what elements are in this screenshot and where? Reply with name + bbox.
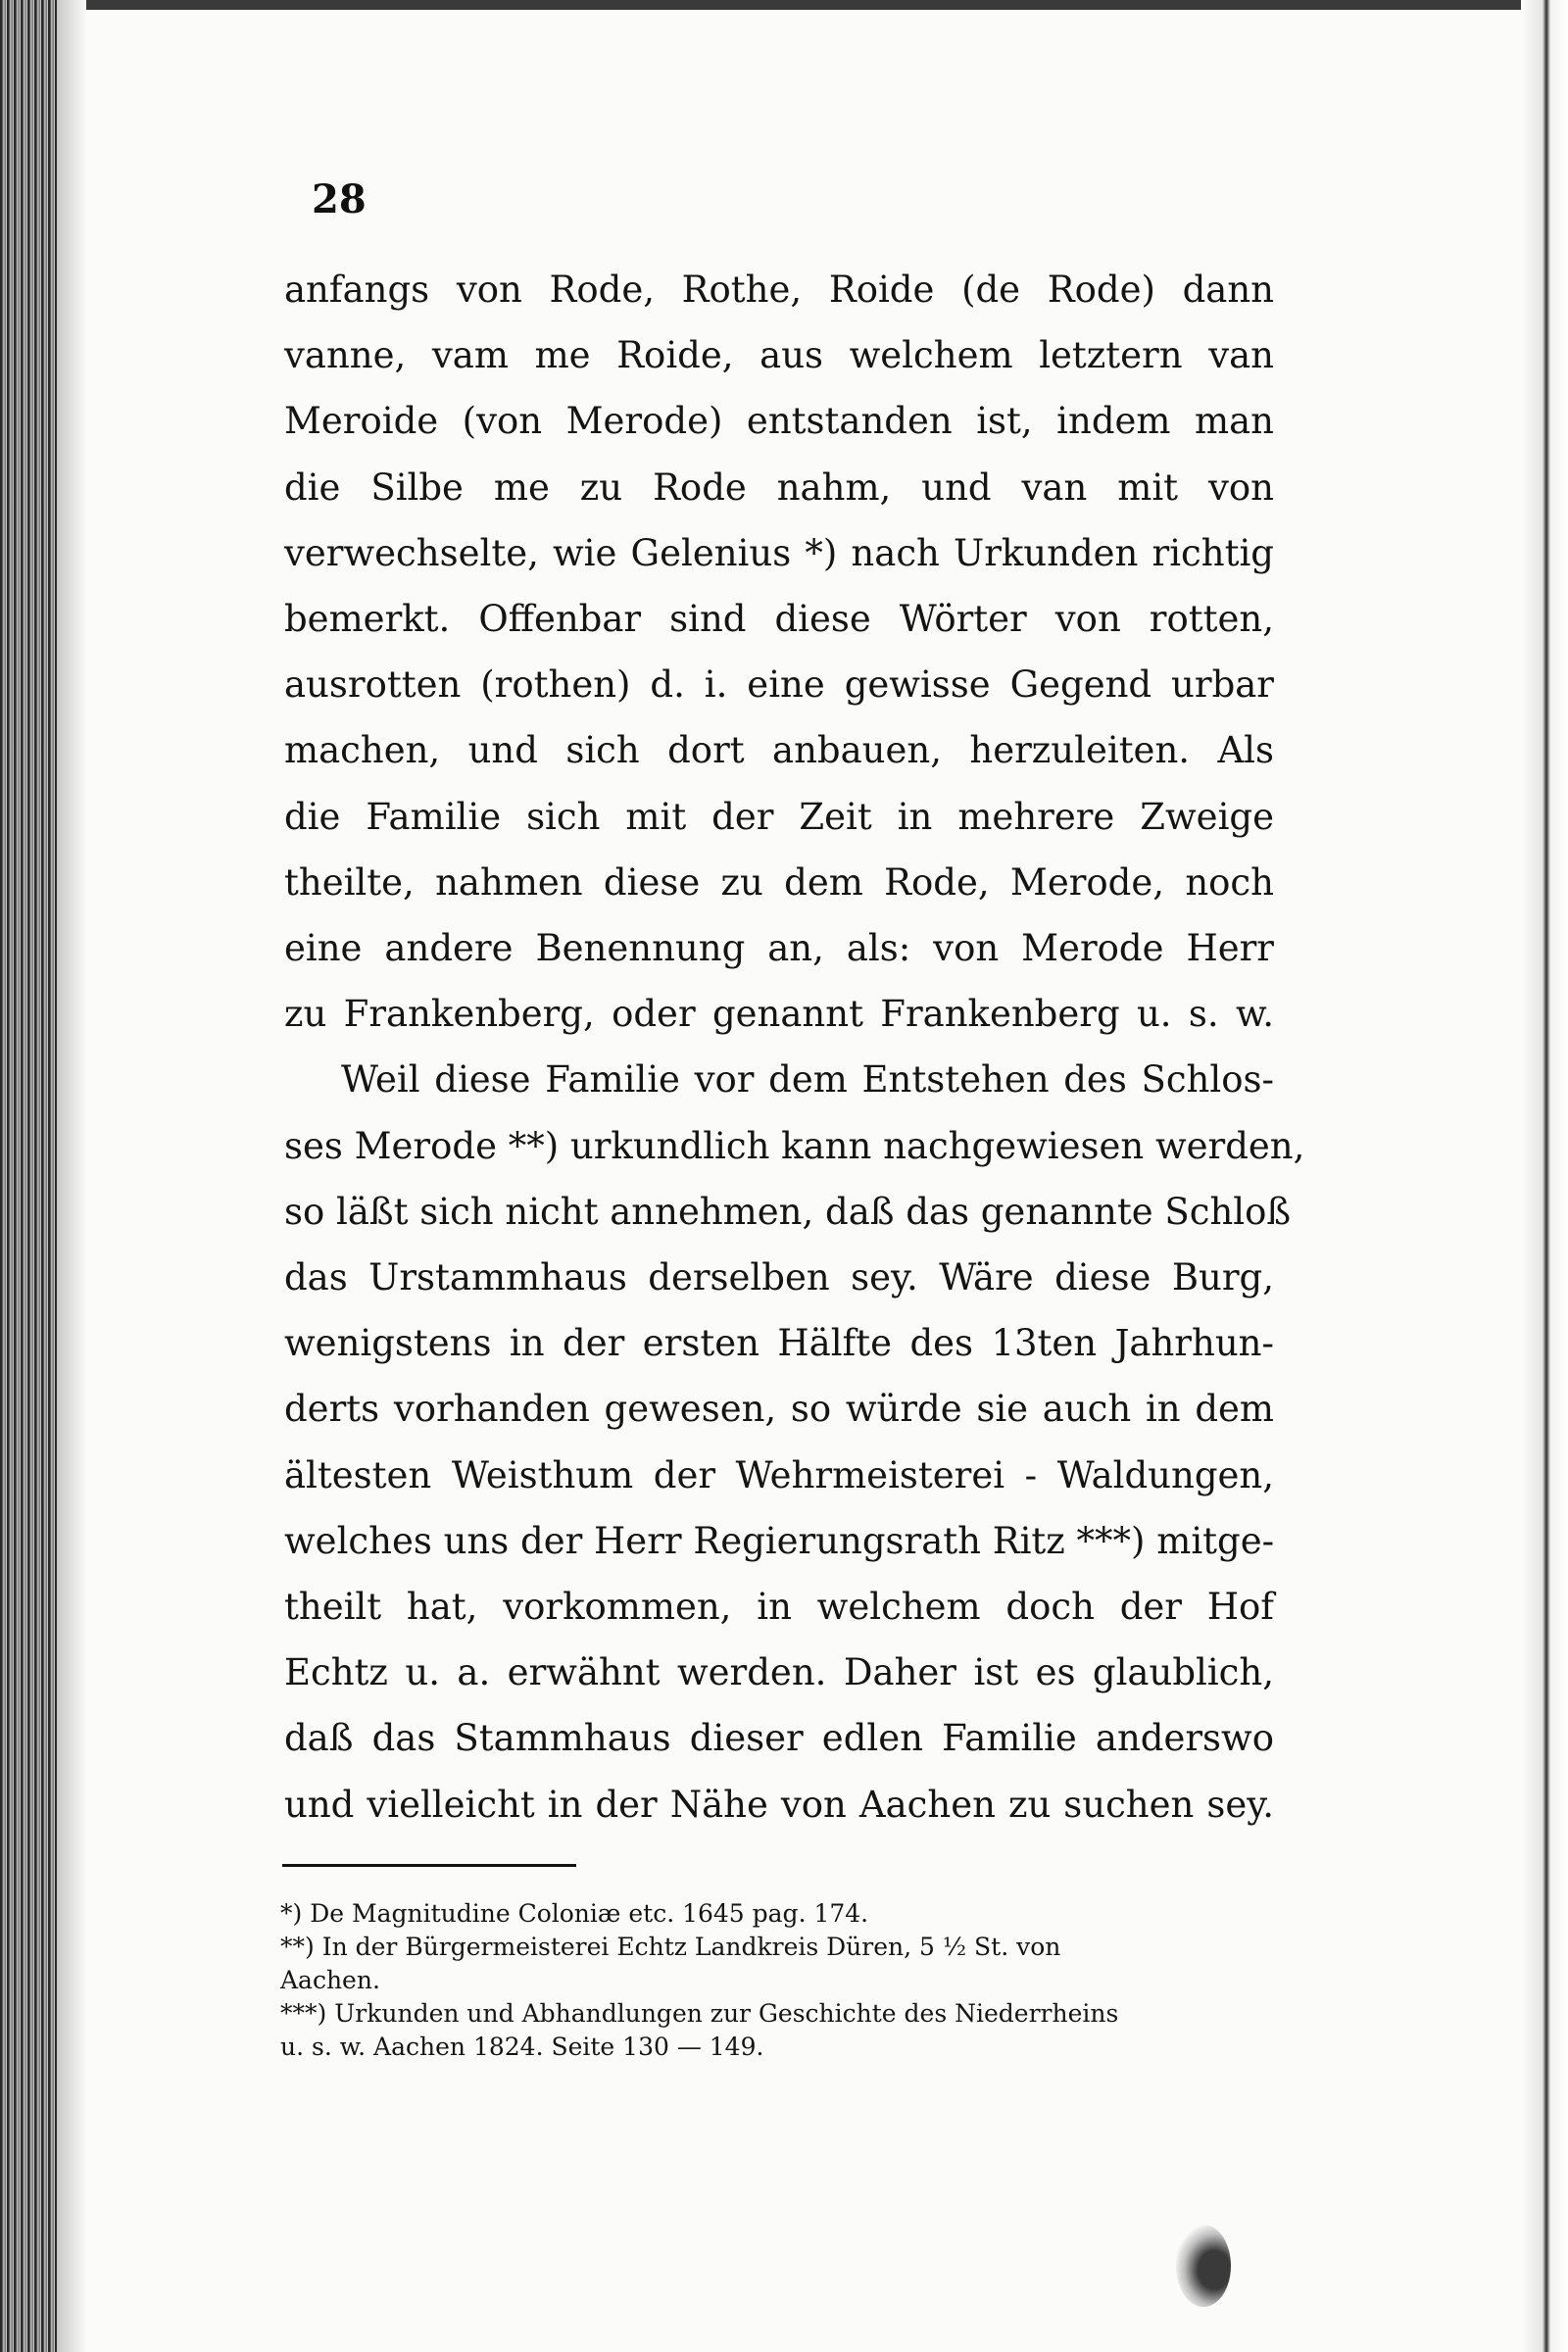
paragraph-start-line: Weil diese Familie vor dem Entstehen des Schlos-: [341, 1058, 1274, 1102]
footnote: ***) Urkunden und Abhandlungen zur Geschichte des Niederrheins: [280, 1999, 1119, 2028]
thumb-shadow: [1176, 2225, 1231, 2307]
text-line: das Urstammhaus derselben sey. Wäre diese Burg,: [284, 1256, 1274, 1299]
text-line: die Familie sich mit der Zeit in mehrere Zweige: [284, 795, 1274, 838]
text-line: ausrotten (rothen) d. i. eine gewisse Gegend urbar: [284, 663, 1274, 707]
text-line: wenigstens in der ersten Hälfte des 13ten Jahrhun-: [284, 1322, 1274, 1365]
text-line: zu Frankenberg, oder genannt Frankenberg u. s. w.: [284, 993, 1274, 1036]
footnote: *) De Magnitudine Coloniæ etc. 1645 pag. 174.: [280, 1899, 869, 1928]
page-top-edge: [0, 0, 1568, 10]
text-line: vanne, vam me Roide, aus welchem letztern van: [284, 334, 1274, 377]
page-right-edge: [1521, 0, 1568, 2352]
text-line: theilt hat, vorkommen, in welchem doch der Hof: [284, 1586, 1274, 1629]
footnote: **) In der Bürgermeisterei Echtz Landkreis Düren, 5 ½ St. von: [280, 1933, 1061, 1961]
footnotes: [280, 1897, 1276, 2064]
binding-shadow: [57, 0, 86, 2352]
text-line: Meroide (von Merode) entstanden ist, indem man: [284, 400, 1274, 443]
text-line: eine andere Benennung an, als: von Merode Herr: [284, 927, 1274, 970]
text-line: derts vorhanden gewesen, so würde sie auch in dem: [284, 1388, 1274, 1431]
text-line: machen, und sich dort anbauen, herzuleiten. Als: [284, 729, 1274, 772]
text-line: welches uns der Herr Regierungsrath Ritz ***) mitge-: [284, 1519, 1275, 1562]
page-number: 28: [312, 176, 367, 222]
body-text: [284, 257, 1305, 1838]
text-line: anfangs von Rode, Rothe, Roide (de Rode) dann: [284, 269, 1274, 311]
text-line: theilte, nahmen diese zu dem Rode, Merode, noch: [284, 860, 1274, 904]
text-line: ältesten Weisthum der Wehrmeisterei - Waldungen,: [284, 1453, 1274, 1496]
book-binding: [0, 0, 57, 2352]
text-line: bemerkt. Offenbar sind diese Wörter von rotten,: [284, 598, 1274, 641]
text-line: verwechselte, wie Gelenius *) nach Urkunden richtig: [284, 531, 1274, 574]
footnote-divider: [282, 1864, 576, 1867]
text-line: und vielleicht in der Nähe von Aachen zu suchen sey.: [284, 1783, 1274, 1826]
text-line: die Silbe me zu Rode nahm, und van mit von: [284, 466, 1274, 509]
footnote-continuation: u. s. w. Aachen 1824. Seite 130 — 149.: [280, 2033, 764, 2061]
text-line: Echtz u. a. erwähnt werden. Daher ist es glaublich,: [284, 1651, 1274, 1694]
text-line: ses Merode **) urkundlich kann nachgewiesen werden,: [284, 1124, 1305, 1167]
footnote-continuation: Aachen.: [280, 1966, 380, 1994]
text-line: so läßt sich nicht annehmen, daß das genannte Schloß: [284, 1190, 1292, 1233]
text-line: daß das Stammhaus dieser edlen Familie anderswo: [284, 1717, 1274, 1760]
